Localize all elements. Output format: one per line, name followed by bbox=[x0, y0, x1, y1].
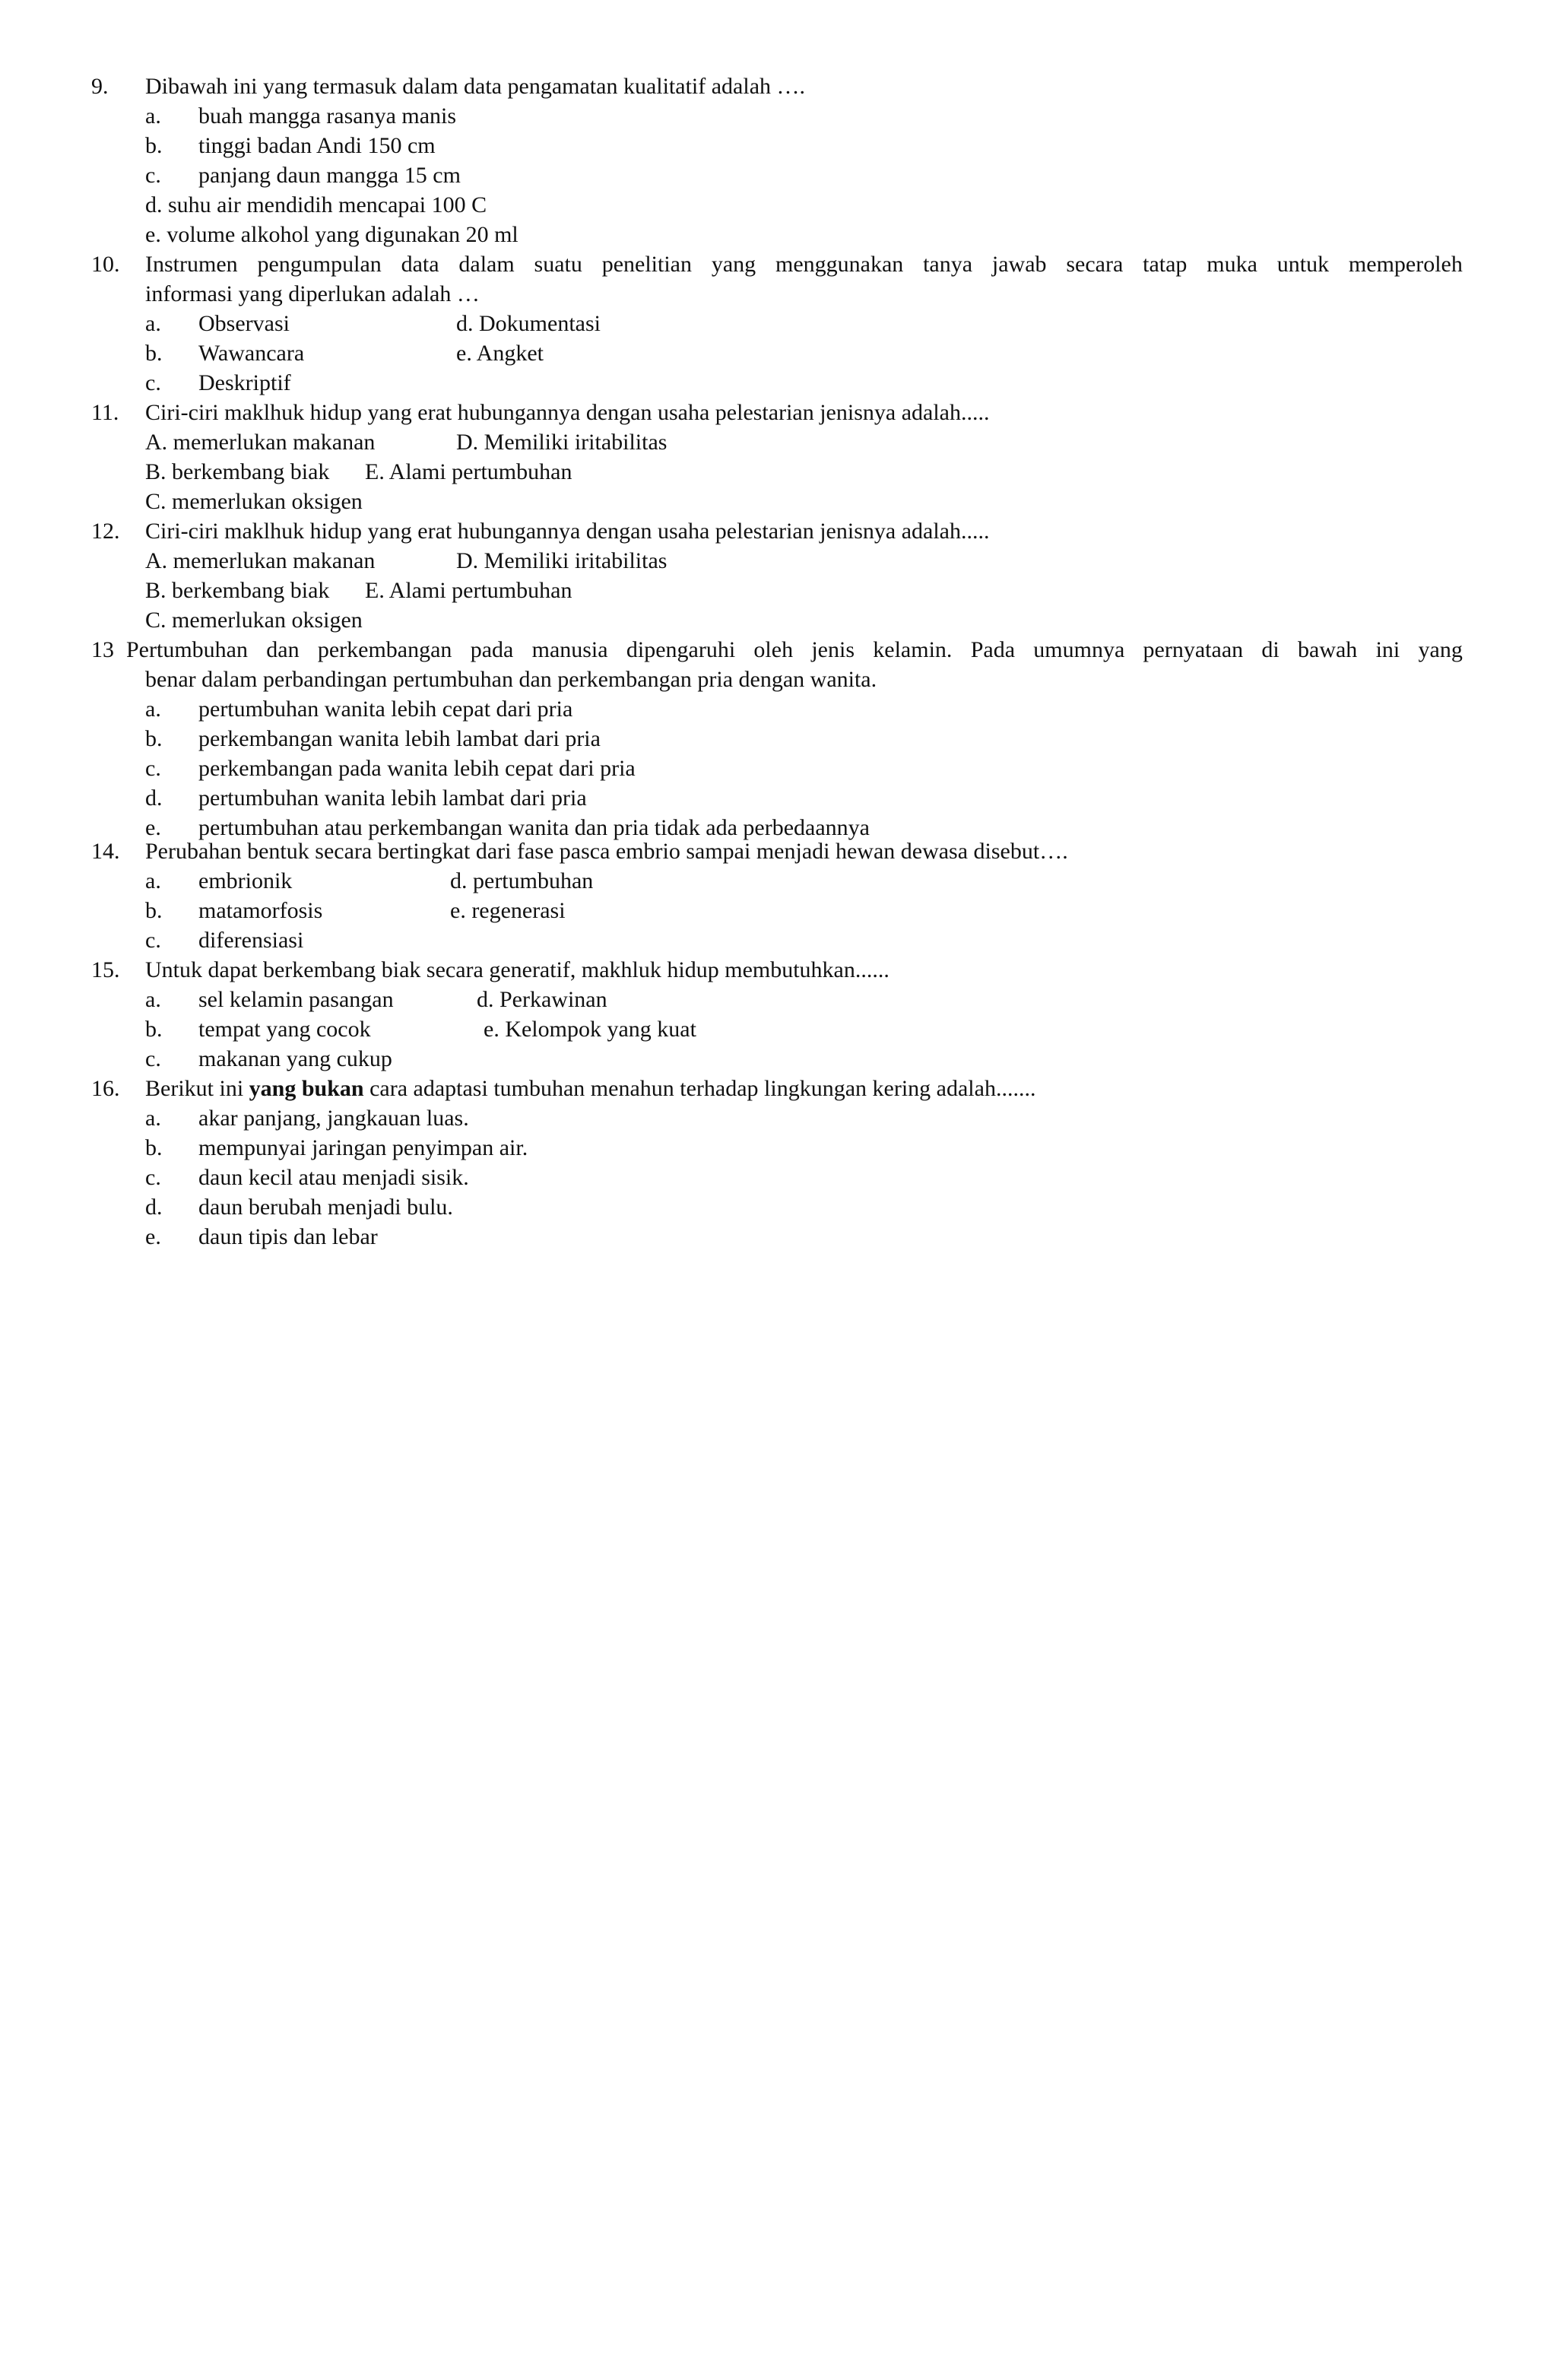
question-text: Perubahan bentuk secara bertingkat dari fase pasca embrio sampai menjadi hewan dewasa disebut…. bbox=[145, 839, 1068, 864]
question-text: Ciri-ciri maklhuk hidup yang erat hubungannya dengan usaha pelestarian jenisnya adalah..... bbox=[145, 519, 990, 544]
option-text: embrionik bbox=[198, 868, 293, 893]
question-text: Ciri-ciri maklhuk hidup yang erat hubungannya dengan usaha pelestarian jenisnya adalah..... bbox=[145, 400, 990, 425]
option-letter: c. bbox=[145, 1165, 161, 1190]
word: Pertumbuhan bbox=[126, 637, 248, 662]
question-number: 12. bbox=[91, 519, 120, 544]
question-text: informasi yang diperlukan adalah … bbox=[145, 281, 480, 306]
option-text: daun tipis dan lebar bbox=[198, 1224, 378, 1249]
option-text: tinggi badan Andi 150 cm bbox=[198, 133, 436, 158]
question-text bbox=[145, 1074, 1035, 1103]
option-text: D. Memiliki iritabilitas bbox=[456, 548, 668, 573]
option-text: Deskriptif bbox=[198, 370, 291, 395]
option-text: pertumbuhan atau perkembangan wanita dan pria tidak ada perbedaannya bbox=[198, 815, 870, 840]
word: Instrumen bbox=[145, 252, 238, 277]
word: data bbox=[401, 252, 439, 277]
option-letter: e. bbox=[145, 815, 161, 840]
word: dipengaruhi bbox=[626, 637, 736, 662]
option-text: makanan yang cukup bbox=[198, 1046, 392, 1071]
question-number: 11. bbox=[91, 400, 119, 425]
word: muka bbox=[1207, 252, 1257, 277]
question-text-emphasis: yang bukan bbox=[249, 1076, 364, 1101]
option-letter: b. bbox=[145, 726, 163, 751]
word: perkembangan bbox=[317, 637, 452, 662]
option-letter: a. bbox=[145, 868, 161, 893]
question-number: 16. bbox=[91, 1076, 120, 1101]
option-text: B. berkembang biak bbox=[145, 578, 330, 603]
option-text: C. memerlukan oksigen bbox=[145, 489, 363, 514]
question-text: Dibawah ini yang termasuk dalam data pengamatan kualitatif adalah …. bbox=[145, 74, 806, 99]
option-text: pertumbuhan wanita lebih lambat dari pria bbox=[198, 785, 587, 811]
word: kelamin. bbox=[873, 637, 953, 662]
option-letter: c. bbox=[145, 163, 161, 188]
word: manusia bbox=[531, 637, 608, 662]
option-text: B. berkembang biak bbox=[145, 459, 330, 484]
question-text: benar dalam perbandingan pertumbuhan dan perkembangan pria dengan wanita. bbox=[145, 667, 877, 692]
option-text: perkembangan pada wanita lebih cepat dari pria bbox=[198, 756, 636, 781]
option-text: perkembangan wanita lebih lambat dari pria bbox=[198, 726, 601, 751]
word: tatap bbox=[1143, 252, 1188, 277]
word: secara bbox=[1066, 252, 1124, 277]
word: pada bbox=[470, 637, 514, 662]
word: penelitian bbox=[601, 252, 692, 277]
option-letter: b. bbox=[145, 133, 163, 158]
option-text: e. volume alkohol yang digunakan 20 ml bbox=[145, 222, 518, 247]
option-text: C. memerlukan oksigen bbox=[145, 608, 363, 633]
option-text: d. pertumbuhan bbox=[450, 868, 594, 893]
word: ini bbox=[1375, 637, 1400, 662]
word: Pada bbox=[970, 637, 1016, 662]
option-text: A. memerlukan makanan bbox=[145, 430, 376, 455]
option-text: sel kelamin pasangan bbox=[198, 987, 394, 1012]
word: yang bbox=[1418, 637, 1463, 662]
option-text: e. Kelompok yang kuat bbox=[484, 1017, 696, 1042]
option-letter: a. bbox=[145, 103, 161, 129]
word: pengumpulan bbox=[257, 252, 382, 277]
question-text-justified bbox=[145, 249, 1463, 279]
question-number: 10. bbox=[91, 252, 120, 277]
option-letter: b. bbox=[145, 1135, 163, 1160]
word: di bbox=[1261, 637, 1280, 662]
option-letter: a. bbox=[145, 1106, 161, 1131]
option-text: pertumbuhan wanita lebih cepat dari pria bbox=[198, 697, 573, 722]
question-number: 13 bbox=[91, 637, 114, 662]
option-text: daun kecil atau menjadi sisik. bbox=[198, 1165, 469, 1190]
option-text: akar panjang, jangkauan luas. bbox=[198, 1106, 469, 1131]
question-number: 15. bbox=[91, 957, 120, 982]
word: dalam bbox=[458, 252, 515, 277]
option-letter: c. bbox=[145, 928, 161, 953]
word: tanya bbox=[923, 252, 973, 277]
option-text: E. Alami pertumbuhan bbox=[365, 578, 572, 603]
option-text: d. Dokumentasi bbox=[456, 311, 601, 336]
option-text: diferensiasi bbox=[198, 928, 304, 953]
word: oleh bbox=[753, 637, 794, 662]
option-text: Observasi bbox=[198, 311, 290, 336]
option-text: e. regenerasi bbox=[450, 898, 566, 923]
option-letter: a. bbox=[145, 697, 161, 722]
question-number: 9. bbox=[91, 74, 109, 99]
option-text: daun berubah menjadi bulu. bbox=[198, 1195, 453, 1220]
option-text: tempat yang cocok bbox=[198, 1017, 371, 1042]
option-letter: b. bbox=[145, 341, 163, 366]
word: dan bbox=[266, 637, 300, 662]
option-text: D. Memiliki iritabilitas bbox=[456, 430, 668, 455]
word: suatu bbox=[534, 252, 582, 277]
option-text: panjang daun mangga 15 cm bbox=[198, 163, 461, 188]
option-text: Wawancara bbox=[198, 341, 305, 366]
option-text: d. Perkawinan bbox=[477, 987, 607, 1012]
question-text-justified bbox=[126, 635, 1463, 665]
option-letter: b. bbox=[145, 898, 163, 923]
option-text: mempunyai jaringan penyimpan air. bbox=[198, 1135, 528, 1160]
word: untuk bbox=[1276, 252, 1330, 277]
word: menggunakan bbox=[775, 252, 904, 277]
word: bawah bbox=[1298, 637, 1358, 662]
word: yang bbox=[711, 252, 756, 277]
option-text: e. Angket bbox=[456, 341, 544, 366]
option-letter: c. bbox=[145, 756, 161, 781]
option-text: matamorfosis bbox=[198, 898, 323, 923]
option-text: d. suhu air mendidih mencapai 100 C bbox=[145, 192, 487, 217]
option-text: A. memerlukan makanan bbox=[145, 548, 376, 573]
question-text-part: cara adaptasi tumbuhan menahun terhadap lingkungan kering adalah....... bbox=[363, 1076, 1036, 1101]
option-text: buah mangga rasanya manis bbox=[198, 103, 457, 129]
option-letter: c. bbox=[145, 370, 161, 395]
word: memperoleh bbox=[1348, 252, 1463, 277]
option-letter: d. bbox=[145, 1195, 163, 1220]
question-text: Untuk dapat berkembang biak secara generatif, makhluk hidup membutuhkan...... bbox=[145, 957, 889, 982]
option-letter: c. bbox=[145, 1046, 161, 1071]
word: jenis bbox=[811, 637, 855, 662]
option-letter: a. bbox=[145, 987, 161, 1012]
option-letter: a. bbox=[145, 311, 161, 336]
word: pernyataan bbox=[1143, 637, 1244, 662]
question-text-part: Berikut ini bbox=[145, 1076, 249, 1101]
word: jawab bbox=[991, 252, 1047, 277]
option-letter: d. bbox=[145, 785, 163, 811]
option-letter: e. bbox=[145, 1224, 161, 1249]
question-number: 14. bbox=[91, 839, 120, 864]
option-letter: b. bbox=[145, 1017, 163, 1042]
option-text: E. Alami pertumbuhan bbox=[365, 459, 572, 484]
word: umumnya bbox=[1033, 637, 1125, 662]
